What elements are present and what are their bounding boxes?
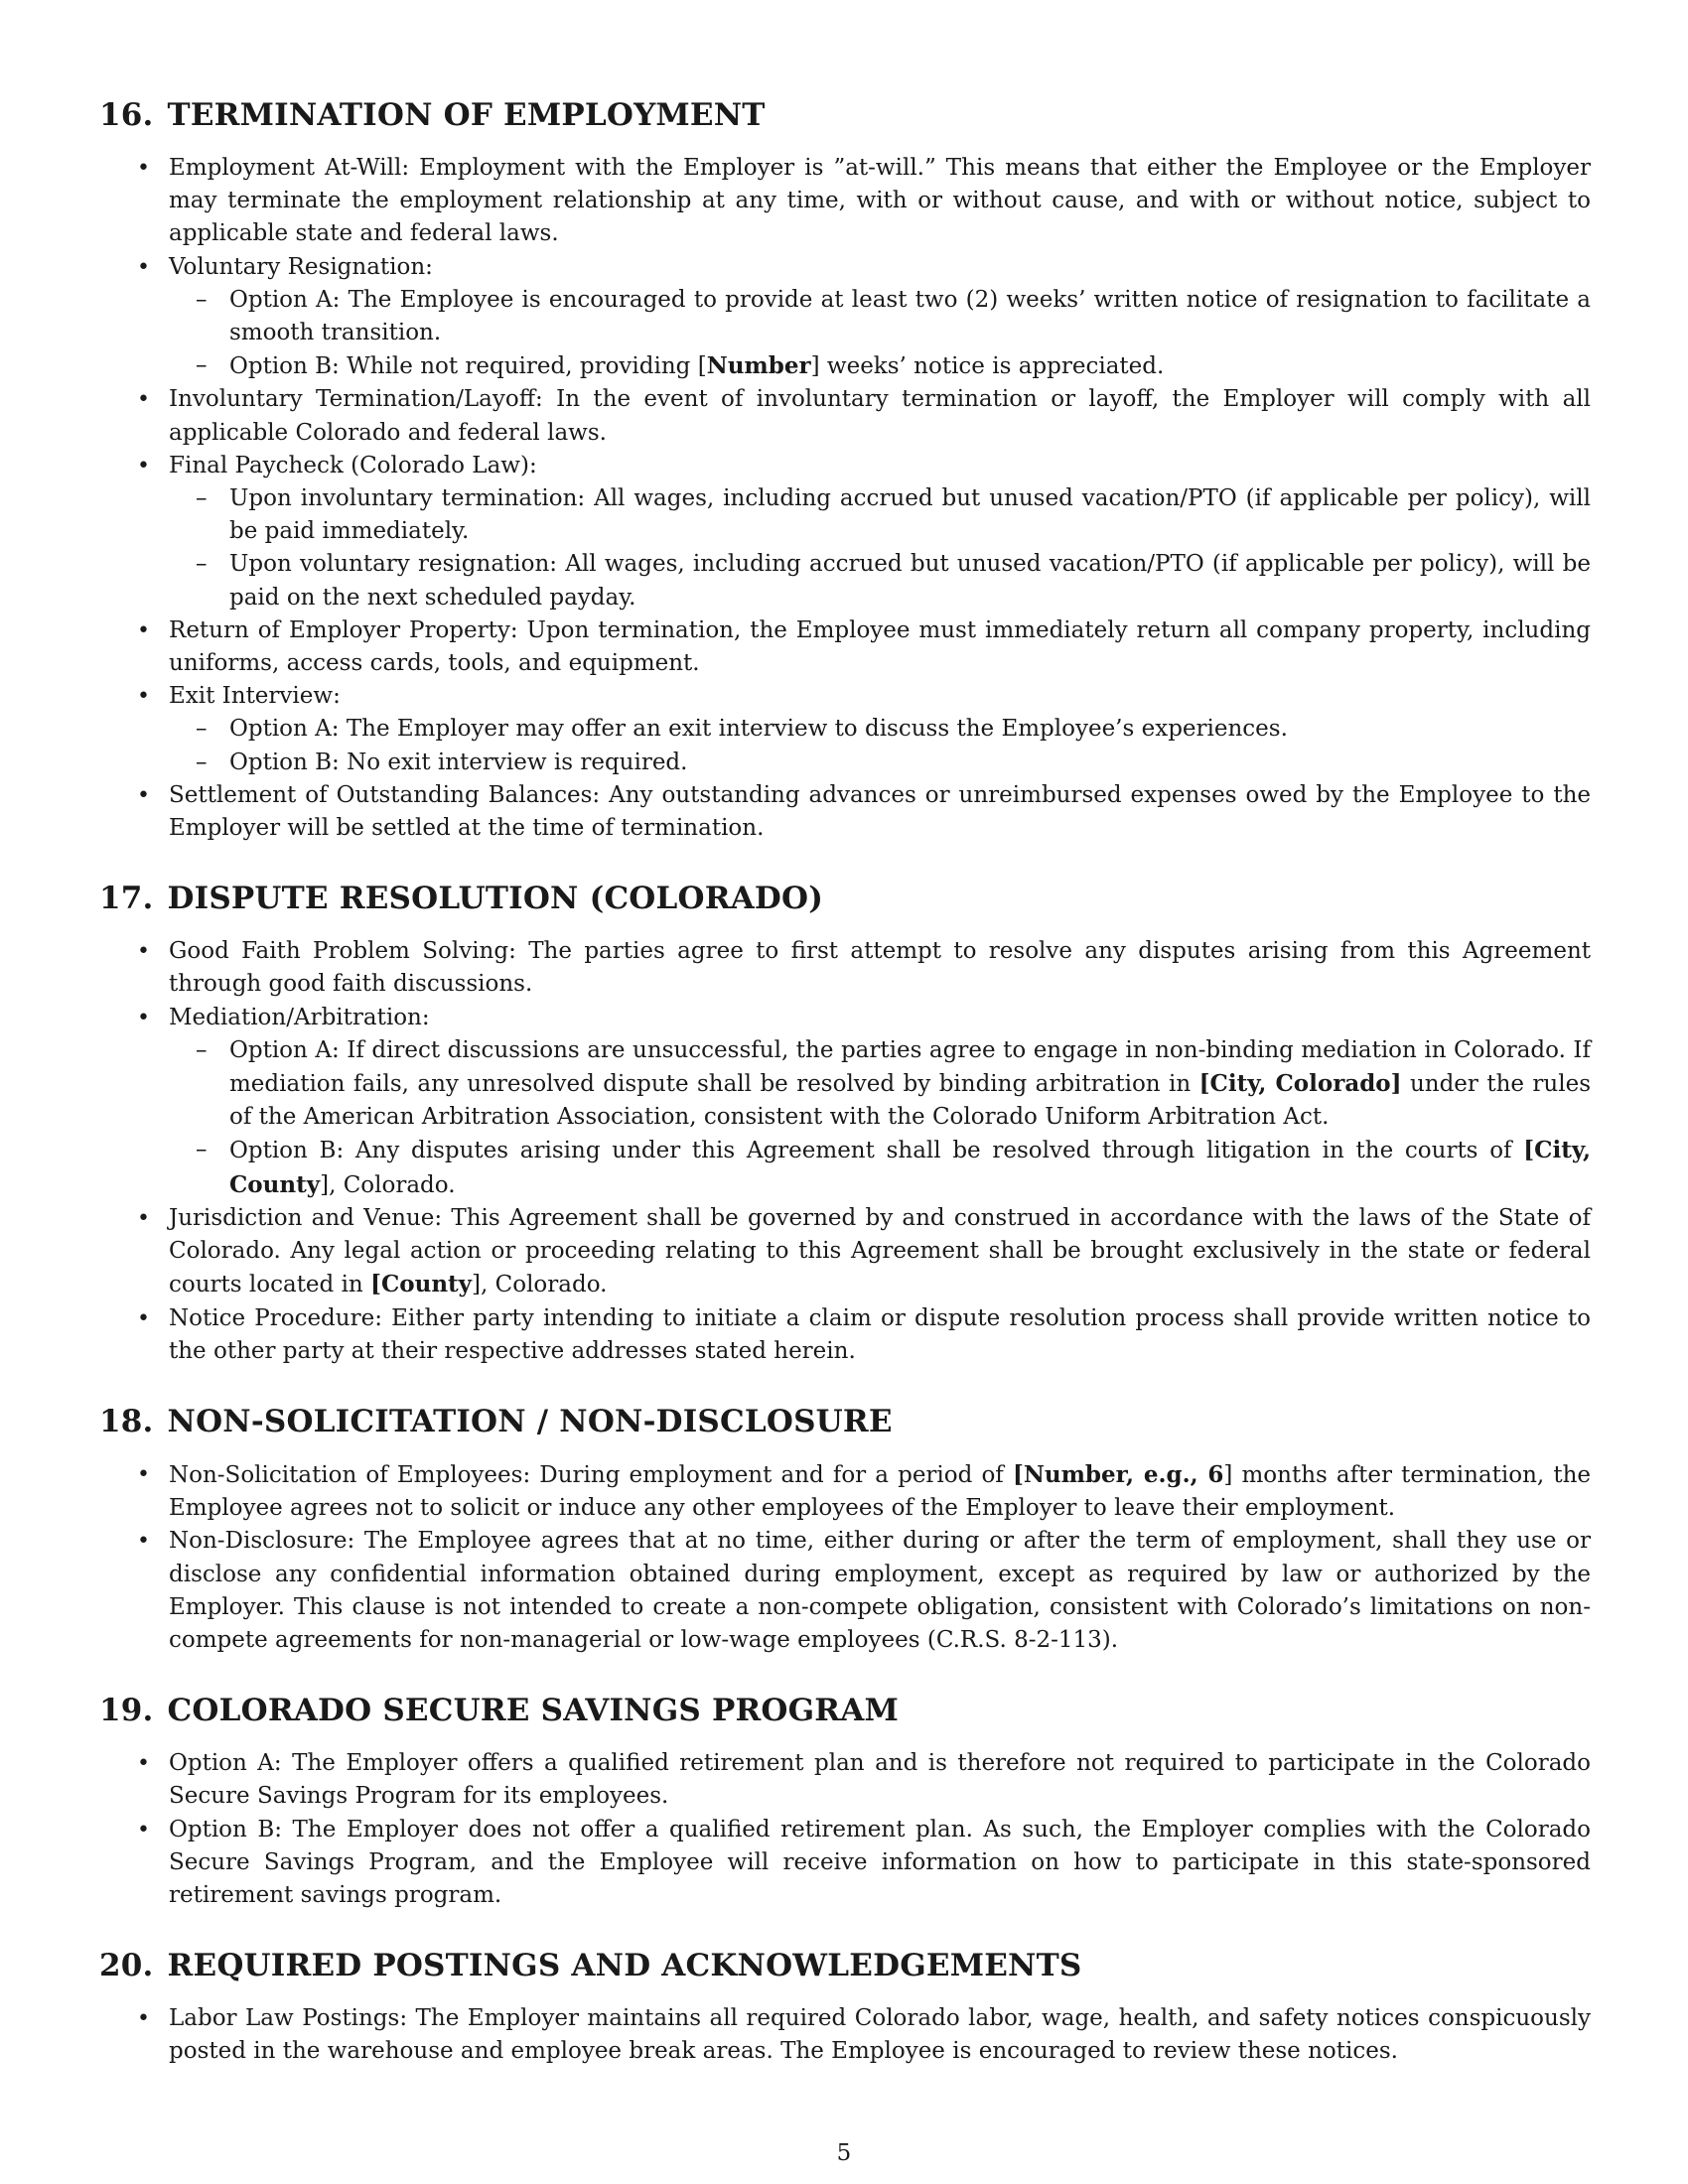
list-item xyxy=(99,779,1591,845)
section-number: 20. xyxy=(99,1948,154,1984)
sub-list-item xyxy=(99,548,1591,614)
section-title: NON-SOLICITATION / NON-DISCLOSURE xyxy=(167,1403,893,1439)
list-item xyxy=(99,680,1591,713)
page-number: 5 xyxy=(836,2140,852,2166)
bullet-list xyxy=(99,1747,1591,1912)
sub-list-item xyxy=(99,713,1591,746)
body-text: Option A: The Employer offers a qualified retirement plan and is therefore not required to participate in the Colorado Secure Savings Program for its employees. xyxy=(169,1750,1591,1810)
section-16 xyxy=(99,91,1591,845)
list-item xyxy=(99,1747,1591,1813)
body-text: Settlement of Outstanding Balances: Any outstanding advances or unreimbursed expenses owed by the Employee to the Employer will be settled at the time of termination. xyxy=(169,781,1591,842)
body-text: Option B: The Employer does not offer a qualified retirement plan. As such, the Employer complies with the Colorado Secure Savings Program, and the Employee will receive information on how to participate in this state-sponsored retirement savings program. xyxy=(169,1816,1591,1908)
sub-list-item xyxy=(99,284,1591,349)
document-page xyxy=(99,91,1591,2099)
section-19 xyxy=(99,1687,1591,1912)
placeholder-text: [City, County xyxy=(229,1137,1591,1198)
body-text: Upon voluntary resignation: All wages, including accrued but unused vacation/PTO (if applicable per policy), will be paid on the next scheduled payday. xyxy=(229,551,1591,611)
section-title: DISPUTE RESOLUTION (COLORADO) xyxy=(167,881,824,917)
bullet-list xyxy=(99,935,1591,1368)
body-text: Jurisdiction and Venue: This Agreement shall be governed by and construed in accordance with the laws of the State of Colorado. Any legal action or proceeding relating to this Agreement shall be brought exclusively in the state or federal courts located in xyxy=(169,1204,1591,1298)
section-heading xyxy=(99,1687,1591,1734)
section-number: 19. xyxy=(99,1693,154,1729)
placeholder-text: Number xyxy=(706,352,811,380)
sub-list-item xyxy=(99,1034,1591,1135)
list-item xyxy=(99,1202,1591,1302)
body-text: ], Colorado. xyxy=(320,1171,456,1198)
body-text: ] weeks’ notice is appreciated. xyxy=(810,353,1165,380)
body-text: Voluntary Resignation: xyxy=(169,253,433,280)
body-text: Good Faith Problem Solving: The parties agree to first attempt to resolve any disputes arising from this Agreement through good faith discussions. xyxy=(169,938,1591,998)
list-item xyxy=(99,251,1591,284)
list-item xyxy=(99,383,1591,449)
body-text: Non-Solicitation of Employees: During employment and for a period of xyxy=(169,1461,1013,1488)
section-18 xyxy=(99,1398,1591,1657)
list-item xyxy=(99,152,1591,251)
list-item xyxy=(99,1302,1591,1368)
list-item xyxy=(99,450,1591,482)
bullet-list xyxy=(99,2002,1591,2068)
bullet-list xyxy=(99,1458,1591,1657)
body-text: Labor Law Postings: The Employer maintains all required Colorado labor, wage, health, and safety notices conspicuously posted in the warehouse and employee break areas. The Employee is encouraged to review these notices. xyxy=(169,2005,1591,2065)
body-text: Option A: The Employee is encouraged to provide at least two (2) weeks’ written notice of resignation to facilitate a smooth transition. xyxy=(229,286,1591,346)
body-text: ] months after termination, the Employee agrees not to solicit or induce any other employees of the Employer to leave their employment. xyxy=(169,1461,1591,1522)
body-text: Employment At-Will: Employment with the Employer is ”at-will.” This means that either the Employee or the Employer may terminate the employment relationship at any time, with or without cause, and with or without notice, subject to applicable state and federal laws. xyxy=(169,155,1591,247)
sub-list-item xyxy=(99,482,1591,548)
section-heading xyxy=(99,875,1591,922)
body-text: Return of Employer Property: Upon termination, the Employee must immediately return all company property, including uniforms, access cards, tools, and equipment. xyxy=(169,616,1591,677)
section-title: REQUIRED POSTINGS AND ACKNOWLEDGEMENTS xyxy=(167,1948,1082,1984)
body-text: Final Paycheck (Colorado Law): xyxy=(169,452,537,478)
body-text: Option A: If direct discussions are unsuccessful, the parties agree to engage in non-binding mediation in Colorado. If mediation fails, any unresolved dispute shall be resolved by binding arbitration in xyxy=(229,1036,1591,1098)
section-title: COLORADO SECURE SAVINGS PROGRAM xyxy=(167,1693,900,1729)
body-text: ], Colorado. xyxy=(472,1272,608,1298)
placeholder-text: [City, Colorado] xyxy=(1198,1070,1402,1098)
placeholder-text: [Number, e.g., 6 xyxy=(1012,1460,1224,1488)
body-text: Option A: The Employer may offer an exit interview to discuss the Employee’s experiences. xyxy=(229,716,1288,743)
section-number: 16. xyxy=(99,97,154,133)
list-item xyxy=(99,614,1591,680)
body-text: Involuntary Termination/Layoff: In the event of involuntary termination or layoff, the Employer will comply with all applicable Colorado and federal laws. xyxy=(169,386,1591,446)
section-heading xyxy=(99,1398,1591,1445)
body-text: Mediation/Arbitration: xyxy=(169,1004,430,1030)
sub-list-item xyxy=(99,349,1591,383)
body-text: Option B: No exit interview is required. xyxy=(229,749,688,775)
list-item xyxy=(99,1002,1591,1034)
bullet-list xyxy=(99,152,1591,845)
list-item xyxy=(99,1525,1591,1657)
body-text: [ xyxy=(697,353,707,380)
body-text: under the rules of the American Arbitration Association, consistent with the Colorado Uniform Arbitration Act. xyxy=(229,1071,1591,1131)
section-17 xyxy=(99,875,1591,1368)
body-text: Notice Procedure: Either party intending to initiate a claim or dispute resolution process shall provide written notice to the other party at their respective addresses stated herein. xyxy=(169,1304,1591,1364)
body-text: Option B: While not required, providing xyxy=(229,353,698,380)
section-title: TERMINATION OF EMPLOYMENT xyxy=(167,97,766,133)
body-text: Exit Interview: xyxy=(169,683,341,710)
section-heading xyxy=(99,91,1591,139)
list-item xyxy=(99,2002,1591,2068)
body-text: Upon involuntary termination: All wages, including accrued but unused vacation/PTO (if applicable per policy), will be paid immediately. xyxy=(229,485,1591,545)
list-item xyxy=(99,1458,1591,1525)
section-number: 18. xyxy=(99,1403,154,1439)
placeholder-text: [County xyxy=(370,1271,473,1298)
body-text: Non-Disclosure: The Employee agrees that at no time, either during or after the term of employment, shall they use or disclose any confidential information obtained during employment, except as required by law or authorized by the Employer. This clause is not intended to create a non-compete obligation, consistent with Colorado’s limitations on non-compete agreements for non-managerial or low-wage employees (C.R.S. 8-2-113). xyxy=(169,1528,1591,1653)
section-number: 17. xyxy=(99,881,154,917)
section-heading xyxy=(99,1942,1591,1989)
body-text: Option B: Any disputes arising under this Agreement shall be resolved through litigation in the courts of xyxy=(229,1138,1524,1164)
sub-list-item xyxy=(99,1134,1591,1201)
sub-list-item xyxy=(99,747,1591,779)
section-20 xyxy=(99,1942,1591,2068)
list-item xyxy=(99,1814,1591,1913)
list-item xyxy=(99,935,1591,1001)
